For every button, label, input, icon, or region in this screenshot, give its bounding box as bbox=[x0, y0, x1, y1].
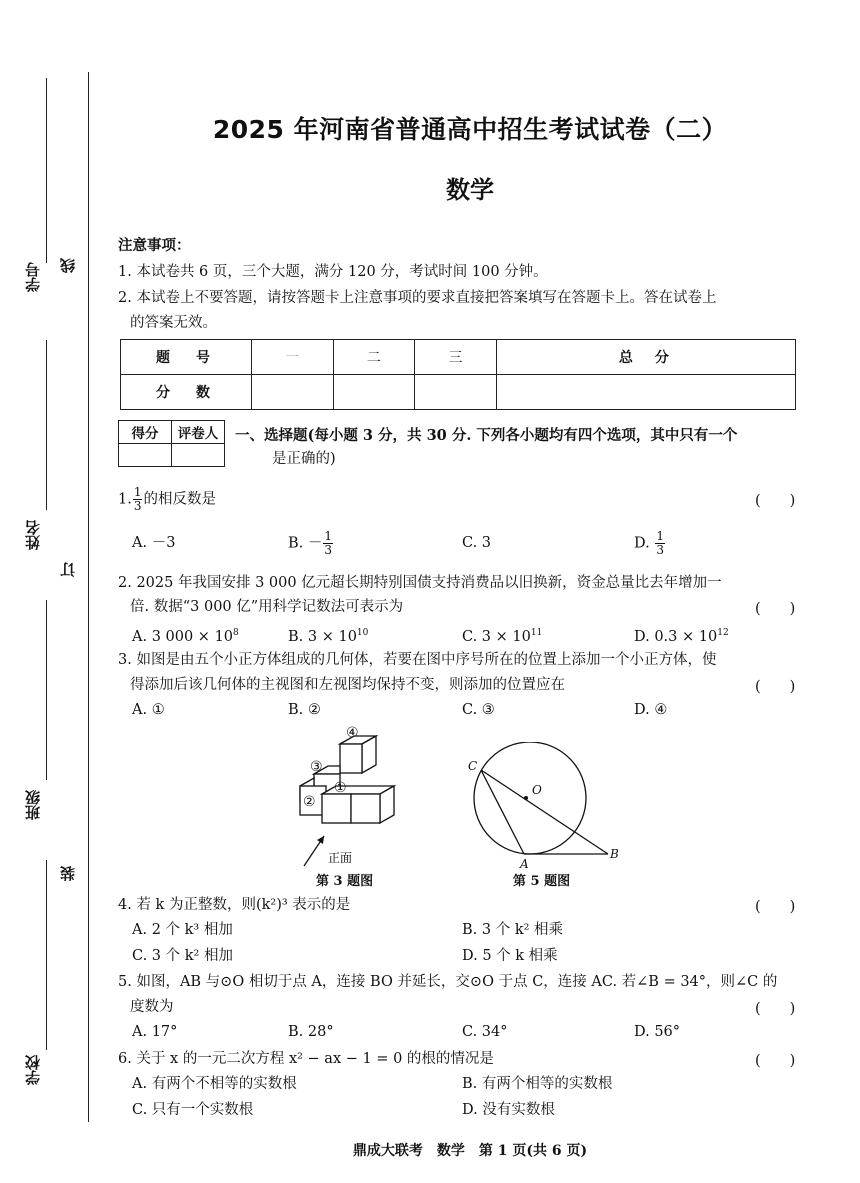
q1-option-d-prefix: D. bbox=[634, 535, 650, 552]
fig5-label-b: B bbox=[610, 847, 619, 861]
school-label: 学校 bbox=[24, 1055, 42, 1085]
q1-fraction bbox=[133, 486, 143, 513]
score-blank-2 bbox=[333, 375, 415, 410]
bottom-cube-left bbox=[322, 794, 351, 823]
q4-answer-paren: ( ) bbox=[755, 899, 796, 915]
class-line bbox=[46, 600, 47, 780]
q2-option-a bbox=[132, 623, 239, 647]
grader-score-blank bbox=[119, 444, 172, 467]
segment-ca bbox=[481, 770, 524, 854]
q2-answer-paren: ( ) bbox=[755, 601, 796, 617]
q5-circle-figure bbox=[462, 742, 632, 870]
notice-item-1: 1. 本试卷共 6 页，三个大题，满分 120 分，考试时间 100 分钟。 bbox=[118, 264, 548, 280]
class-label: 班级 bbox=[24, 790, 42, 820]
q3-line1: 3. 如图是由五个小正方体组成的几何体，若要在图中序号所在的位置上添加一个小正方体，使 bbox=[118, 652, 717, 668]
cut-mark-bind: 订 bbox=[59, 562, 77, 577]
q6-option-b: B. 有两个相等的实数根 bbox=[462, 1076, 613, 1092]
q2-option-b bbox=[288, 623, 368, 647]
name-label: 姓名 bbox=[24, 520, 42, 550]
score-cell-total: 总 分 bbox=[496, 340, 795, 375]
fig5-caption: 第 5 题图 bbox=[513, 874, 571, 889]
q5-option-d: D. 56° bbox=[634, 1024, 681, 1040]
grader-name-blank bbox=[172, 444, 225, 467]
q5-line2: 度数为 bbox=[130, 999, 174, 1015]
q2-b-exp: 10 bbox=[356, 628, 369, 638]
q1-d-frac-den: 3 bbox=[656, 543, 664, 557]
section1-intro-a bbox=[235, 426, 737, 446]
score-table-value-row bbox=[121, 375, 796, 410]
exam-title: 2025 年河南省普通高中招生考试试卷（二） bbox=[212, 115, 728, 144]
q6-option-c: C. 只有一个实数根 bbox=[132, 1102, 254, 1118]
q3-option-d: D. ④ bbox=[634, 702, 668, 718]
student-no-line bbox=[46, 78, 47, 263]
q2-a-base: A. 3 000 × 10 bbox=[132, 628, 234, 645]
q4-option-a: A. 2 个 k³ 相加 bbox=[132, 922, 233, 938]
page-footer: 鼎成大联考 数学 第 1 页(共 6 页) bbox=[352, 1143, 588, 1159]
q5-option-b: B. 28° bbox=[288, 1024, 334, 1040]
q1-option-c: C. 3 bbox=[462, 535, 492, 551]
q2-c-exp: 11 bbox=[530, 628, 543, 638]
q1-option-b-prefix: B. － bbox=[288, 535, 323, 552]
q5-option-a: A. 17° bbox=[132, 1024, 178, 1040]
q2-option-d bbox=[634, 623, 729, 647]
score-table bbox=[120, 339, 796, 410]
fig3-label-1: ① bbox=[334, 780, 347, 796]
q1-stem bbox=[118, 486, 216, 513]
q4-stem: 4. 若 k 为正整数，则(k²)³ 表示的是 bbox=[118, 897, 351, 913]
grader-score-label: 得分 bbox=[119, 421, 172, 444]
center-point bbox=[524, 796, 528, 800]
student-no-label: 学号 bbox=[24, 262, 42, 292]
q2-line1: 2. 2025 年我国安排 3 000 亿元超长期特别国债支持消费品以旧换新，资金总量比去年增加一 bbox=[118, 575, 722, 591]
q4-option-c: C. 3 个 k² 相加 bbox=[132, 948, 233, 964]
section1-intro-b: 是正确的) bbox=[272, 451, 336, 467]
q1-option-d-frac bbox=[655, 530, 665, 557]
q1-frac-num: 1 bbox=[133, 485, 142, 499]
q3-option-c: C. ③ bbox=[462, 702, 495, 718]
grader-name-label: 评卷人 bbox=[172, 421, 225, 444]
grader-table bbox=[118, 420, 225, 467]
q4-option-d: D. 5 个 k 相乘 bbox=[462, 948, 558, 964]
q5-option-c: C. 34° bbox=[462, 1024, 508, 1040]
q2-line2: 倍. 数据“3 000 亿”用科学记数法可表示为 bbox=[130, 599, 404, 615]
score-row-label: 分 数 bbox=[121, 375, 252, 410]
score-cell-part1: 一 bbox=[252, 340, 334, 375]
cut-mark-fold: 装 bbox=[59, 866, 77, 881]
q2-c-base: C. 3 × 10 bbox=[462, 628, 531, 645]
q3-line2: 得添加后该几何体的主视图和左视图均保持不变，则添加的位置应在 bbox=[130, 677, 565, 693]
q5-line1: 5. 如图，AB 与⊙O 相切于点 A，连接 BO 并延长，交⊙O 于点 C，连接 AC. 若∠B = 34°，则∠C 的 bbox=[118, 974, 778, 990]
circle-o bbox=[474, 742, 586, 854]
q1-frac-den: 3 bbox=[133, 499, 142, 513]
notice-item-2a: 2. 本试卷上不要答题，请按答题卡上注意事项的要求直接把答案填写在答题卡上。答在试卷上 bbox=[118, 290, 717, 306]
q6-stem: 6. 关于 x 的一元二次方程 x² − ax − 1 = 0 的根的情况是 bbox=[118, 1051, 494, 1067]
segment-cb bbox=[481, 770, 608, 854]
fig3-front-label: 正面 bbox=[328, 851, 353, 865]
q1-answer-paren: ( ) bbox=[755, 493, 796, 509]
notice-heading: 注意事项： bbox=[118, 237, 191, 254]
q1-b-frac-num: 1 bbox=[324, 529, 333, 543]
score-cell-label: 题 号 bbox=[121, 340, 252, 375]
score-blank-total bbox=[496, 375, 795, 410]
q3-cube-figure bbox=[290, 722, 410, 870]
subject-title: 数学 bbox=[446, 176, 494, 204]
fig3-label-3: ③ bbox=[310, 759, 323, 775]
fig3-label-2: ② bbox=[303, 794, 316, 810]
fig5-label-c: C bbox=[468, 759, 478, 773]
q1-stem-text: 的相反数是 bbox=[143, 491, 216, 508]
q6-option-d: D. 没有实数根 bbox=[462, 1102, 555, 1118]
q1-b-frac-den: 3 bbox=[324, 543, 333, 557]
q6-answer-paren: ( ) bbox=[755, 1053, 796, 1069]
q1-option-a: A. －3 bbox=[132, 535, 176, 551]
q4-option-b: B. 3 个 k² 相乘 bbox=[462, 922, 564, 938]
q2-a-exp: 8 bbox=[233, 628, 239, 638]
school-line bbox=[46, 860, 47, 1050]
score-table-header-row bbox=[121, 340, 796, 375]
q2-b-base: B. 3 × 10 bbox=[288, 628, 357, 645]
fig3-caption: 第 3 题图 bbox=[316, 874, 374, 889]
q2-option-c bbox=[462, 623, 542, 647]
q6-option-a: A. 有两个不相等的实数根 bbox=[132, 1076, 297, 1092]
cube4-front bbox=[340, 744, 362, 773]
q3-option-b: B. ② bbox=[288, 702, 321, 718]
q1-d-frac-num: 1 bbox=[656, 529, 664, 543]
cut-mark-line: 线 bbox=[59, 258, 77, 273]
fig3-label-4: ④ bbox=[346, 725, 359, 741]
score-cell-part2: 二 bbox=[333, 340, 415, 375]
q3-option-a: A. ① bbox=[132, 702, 165, 718]
fig5-label-a: A bbox=[520, 857, 529, 870]
q2-d-base: D. 0.3 × 10 bbox=[634, 628, 718, 645]
q1-number: 1. bbox=[118, 491, 132, 508]
name-line bbox=[46, 340, 47, 510]
q1-option-b bbox=[288, 530, 334, 557]
binding-rule bbox=[88, 72, 89, 1122]
score-cell-part3: 三 bbox=[415, 340, 497, 375]
q2-d-exp: 12 bbox=[717, 628, 729, 638]
q1-option-b-frac bbox=[323, 530, 333, 557]
q5-answer-paren: ( ) bbox=[755, 1001, 796, 1017]
fig5-label-o: O bbox=[532, 783, 542, 797]
bottom-cube-right bbox=[351, 794, 380, 823]
q3-answer-paren: ( ) bbox=[755, 679, 796, 695]
section1-intro-text: 一、选择题(每小题 3 分，共 30 分. 下列各小题均有四个选项，其中只有一个 bbox=[235, 427, 738, 444]
score-blank-3 bbox=[415, 375, 497, 410]
q1-option-d bbox=[634, 530, 666, 557]
notice-item-2b: 的答案无效。 bbox=[130, 315, 217, 331]
score-blank-1 bbox=[252, 375, 334, 410]
